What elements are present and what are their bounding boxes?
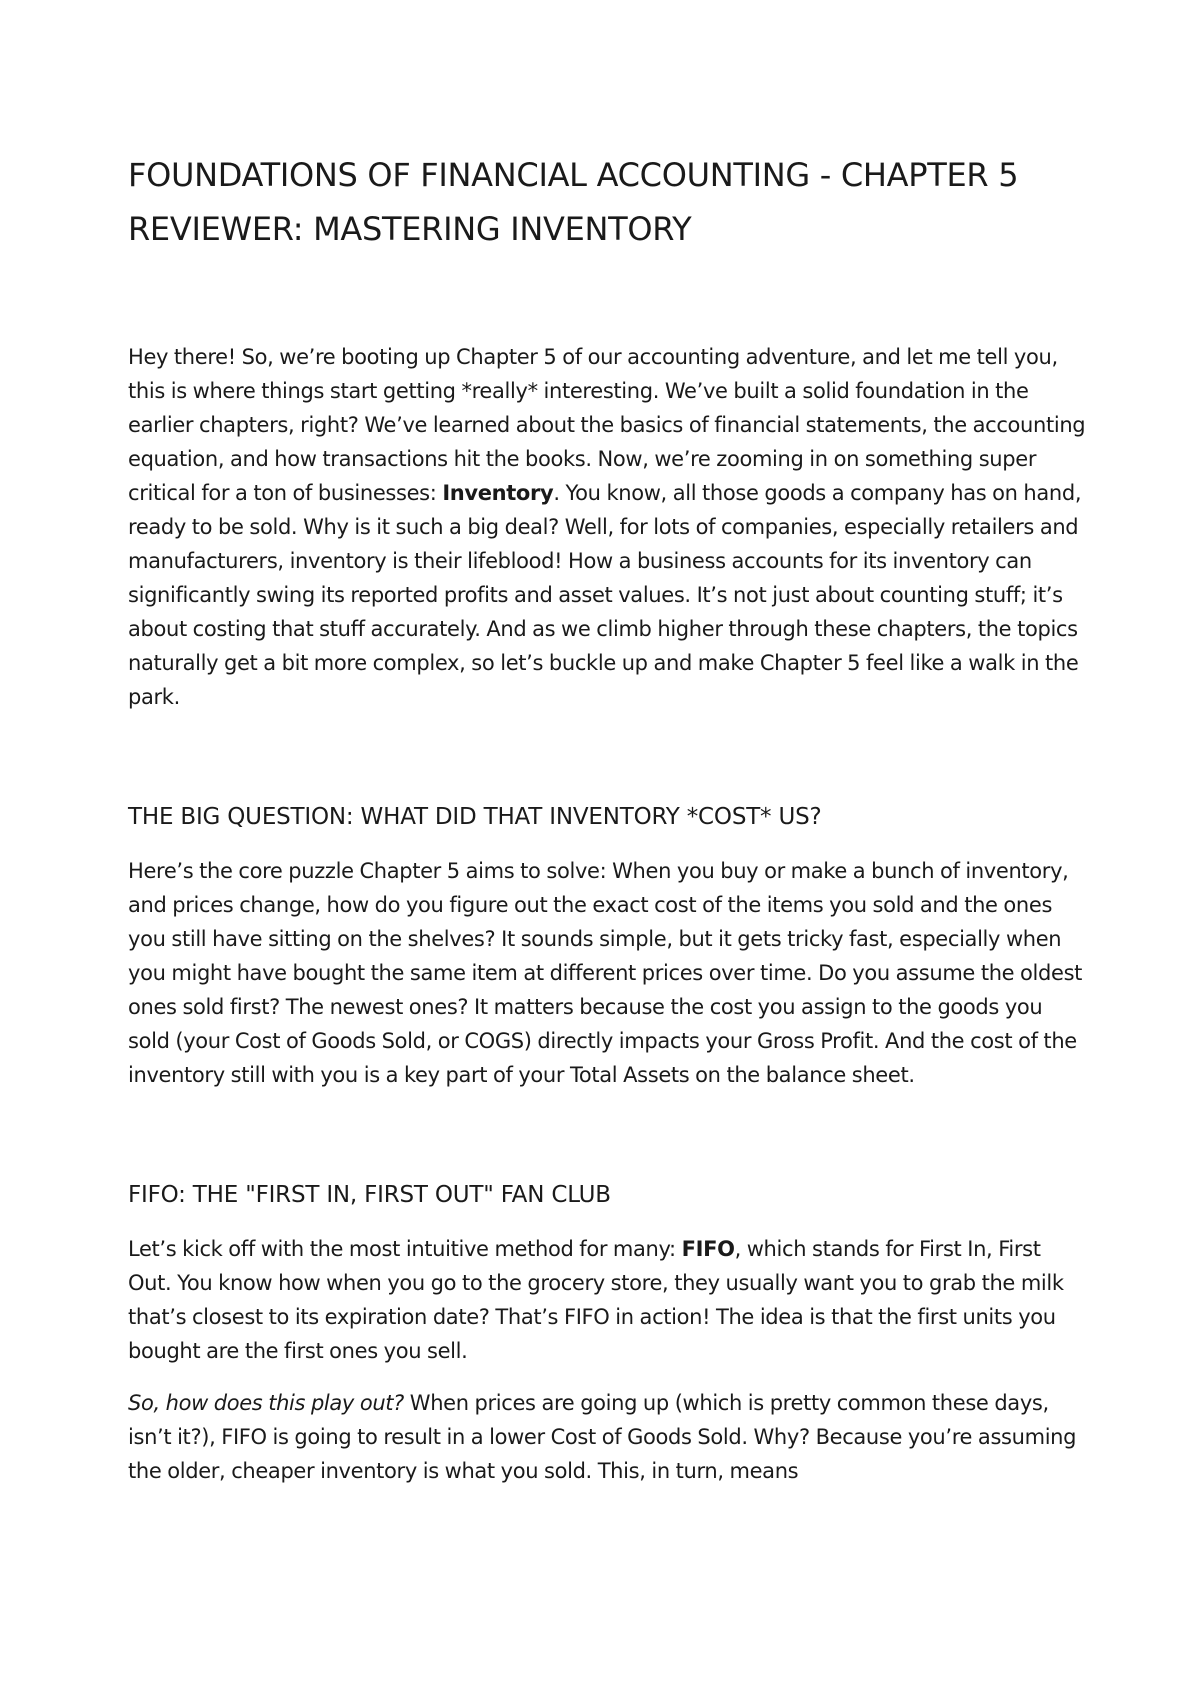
fifo-p2-italic-lead: So, how does this play out? xyxy=(128,1391,404,1415)
fifo-p1-part1: Let’s kick off with the most intuitive method for many: xyxy=(128,1237,682,1261)
fifo-paragraph-2 xyxy=(128,1386,1088,1488)
intro-text-part2: . You know, all those goods a company has on hand, ready to be sold. Why is it such a big deal? Well, for lots of companies, especially retailers and manufacturers, inventory is their lifeblood! How a business accounts for its inventory can significantly swing its reported profits and asset values. It’s not just about counting stuff; it’s about costing that stuff accurately. And as we climb higher through these chapters, the topics naturally get a bit more complex, so let’s buckle up and make Chapter 5 feel like a walk in the park. xyxy=(128,481,1082,709)
document-title: FOUNDATIONS OF FINANCIAL ACCOUNTING - CHAPTER 5 REVIEWER: MASTERING INVENTORY xyxy=(128,156,1019,248)
fifo-paragraph-1 xyxy=(128,1232,1088,1368)
intro-bold-term: Inventory xyxy=(442,481,554,505)
section-heading-cost-question: THE BIG QUESTION: WHAT DID THAT INVENTORY *COST* US? xyxy=(128,804,822,830)
document-page xyxy=(128,148,1088,1488)
fifo-p1-part2: , which stands for First In, First Out. You know how when you go to the grocery store, they usually want you to grab the milk that’s closest to its expiration date? That’s FIFO in action! The idea is that the first units you bought are the first ones you sell. xyxy=(128,1237,1064,1363)
section-heading-fifo: FIFO: THE "FIRST IN, FIRST OUT" FAN CLUB xyxy=(128,1182,611,1208)
section-body-cost-question: Here’s the core puzzle Chapter 5 aims to solve: When you buy or make a bunch of inventory, and prices change, how do you figure out the exact cost of the items you sold and the ones you still have sitting on the shelves? It sounds simple, but it gets tricky fast, especially when you might have bought the same item at different prices over time. Do you assume the oldest ones sold first? The newest ones? It matters because the cost you assign to the goods you sold (your Cost of Goods Sold, or COGS) directly impacts your Gross Profit. And the cost of the inventory still with you is a key part of your Total Assets on the balance sheet. xyxy=(128,859,1083,1087)
fifo-bold-term: FIFO xyxy=(681,1237,735,1261)
fifo-p2-rest: When prices are going up (which is pretty common these days, isn’t it?), FIFO is going to result in a lower Cost of Goods Sold. Why? Because you’re assuming the older, cheaper inventory is what you sold. This, in turn, means xyxy=(128,1391,1077,1483)
intro-paragraph xyxy=(128,340,1088,714)
intro-text-part1: Hey there! So, we’re booting up Chapter 5 of our accounting adventure, and let me tell you, this is where things start getting *really* interesting. We’ve built a solid foundation in the earlier chapters, right? We’ve learned about the basics of financial statements, the accounting equation, and how transactions hit the books. Now, we’re zooming in on something super critical for a ton of businesses: xyxy=(128,345,1086,505)
